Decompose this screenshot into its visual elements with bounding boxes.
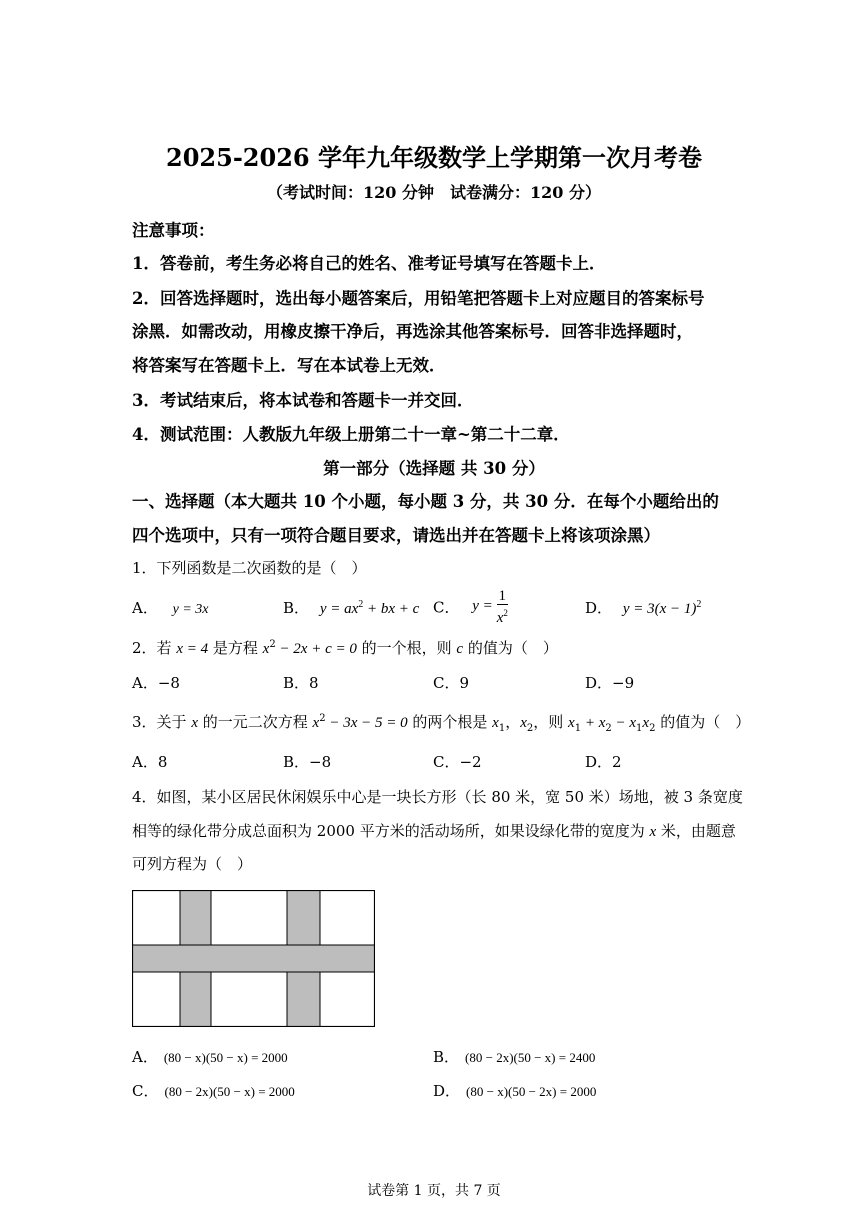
q1-expr-d: $y = 3(x - 1)^2$ — [622, 599, 702, 617]
q1-option-d — [585, 597, 701, 618]
q1-label-c: C． — [433, 598, 460, 617]
q4-option-b: B． (80 − 2x)(50 − x) = 2400 — [433, 1048, 596, 1066]
q4-option-d: D． (80 − x)(50 − 2x) = 2000 — [433, 1082, 597, 1100]
q1-expr-b: $y = ax^2$ + bx + c — [319, 599, 420, 617]
q2-option-c: C．9 — [433, 674, 470, 692]
notice-item-2-cont: 涂黑．如需改动，用橡皮擦干净后，再选涂其他答案标号．回答非选择题时， — [132, 322, 693, 341]
q4-stem-line3: 可列方程为（ ） — [132, 855, 253, 873]
green-strip-horizontal — [133, 945, 375, 972]
q4-option-a: A． (80 − x)(50 − x) = 2000 — [132, 1048, 288, 1066]
q1-label-a: A． — [132, 599, 158, 617]
notice-heading: 注意事项： — [132, 221, 215, 240]
q3-option-d: D．2 — [585, 753, 622, 771]
q4-figure — [132, 890, 375, 1027]
q3-option-c: C．−2 — [433, 753, 482, 771]
q1-label-d: D． — [585, 599, 613, 617]
q2-stem: 2．若 x = 4 是方程 $x^2 - 2x + c = 0$ 的一个根，则 c 的值为（ ） — [132, 639, 558, 657]
q1-expr-a: y = 3x — [172, 602, 209, 617]
q1-stem: 1．下列函数是二次函数的是（ ） — [132, 559, 367, 577]
section-heading-line1: 一、选择题（本大题共 10 个小题，每小题 3 分，共 30 分．在每个小题给出的 — [132, 492, 719, 511]
notice-item-3: 3．考试结束后，将本试卷和答题卡一并交回． — [132, 391, 474, 410]
q4-stem-line1: 4．如图，某小区居民休闲娱乐中心是一块长方形（长 80 米，宽 50 米）场地，被 3 条宽度 — [132, 788, 743, 806]
q2-option-a: A．−8 — [132, 674, 180, 692]
q2-option-d: D．−9 — [585, 674, 635, 692]
exam-subtitle: （考试时间：120 分钟 试卷满分：120 分） — [267, 183, 601, 202]
q4-option-c: C． (80 − 2x)(50 − x) = 2000 — [132, 1082, 295, 1100]
notice-item-2-cont2: 将答案写在答题卡上．写在本试卷上无效． — [132, 356, 446, 375]
q3-option-b: B．−8 — [283, 753, 332, 771]
q2-option-b: B．8 — [283, 674, 319, 692]
q1-option-a — [132, 597, 209, 618]
notice-item-2: 2．回答选择题时，选出每小题答案后，用铅笔把答题卡上对应题目的答案标号 — [132, 289, 705, 308]
notice-item-4: 4．测试范围：人教版九年级上册第二十一章~第二十二章． — [132, 425, 570, 444]
q3-stem: 3．关于 x 的一元二次方程 $x^2 - 3x - 5 = 0$ 的两个根是 $x_1$，$x_2$，则 $x_1 + x_2 - x_1x_2$ 的值为（ ） — [132, 713, 751, 734]
page-footer: 试卷第 1 页，共 7 页 — [367, 1183, 501, 1199]
q3-option-a: A．8 — [132, 753, 168, 771]
q1-label-b: B． — [283, 599, 310, 617]
q1-expr-c: y = $\frac{1}{x^2}$ — [472, 588, 508, 626]
section-heading-line2: 四个选项中，只有一项符合题目要求，请选出并在答题卡上将该项涂黑） — [132, 526, 660, 545]
exam-title: 2025-2026 学年九年级数学上学期第一次月考卷 — [166, 143, 702, 172]
part-title: 第一部分（选择题 共 30 分） — [323, 459, 545, 478]
q4-stem-line2: 相等的绿化带分成总面积为 2000 平方米的活动场所，如果设绿化带的宽度为 x 米，由题意 — [132, 822, 736, 840]
q1-option-b — [283, 597, 419, 618]
q1-option-c — [433, 588, 508, 626]
notice-item-1: 1．答卷前，考生务必将自己的姓名、准考证号填写在答题卡上． — [132, 254, 606, 273]
